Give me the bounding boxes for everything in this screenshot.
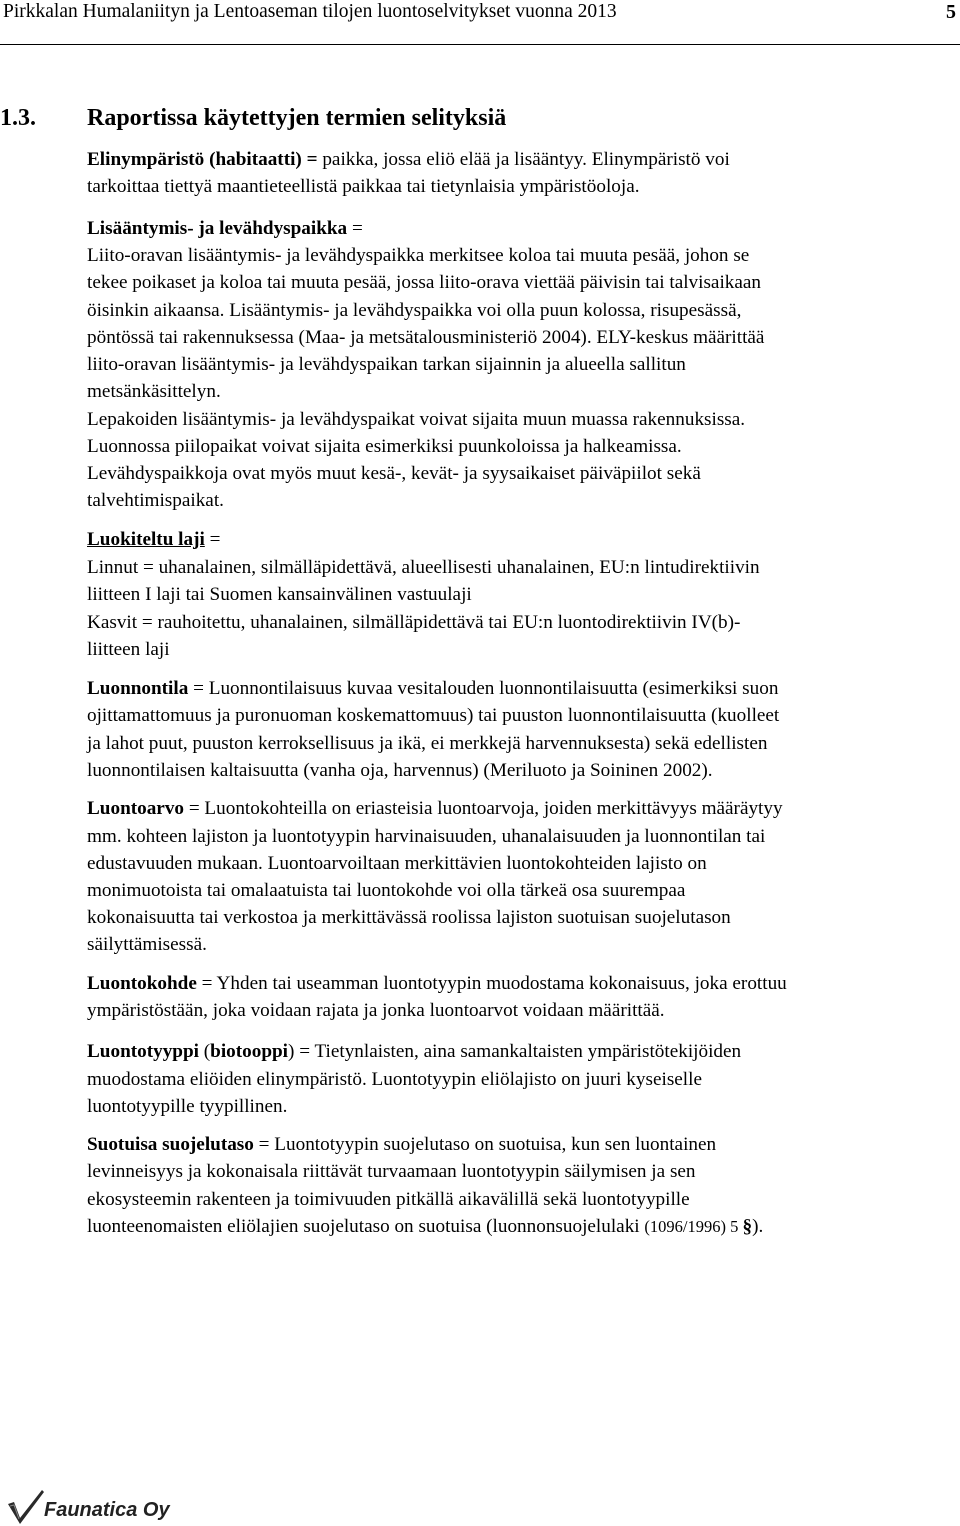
checkmark-swoosh-icon xyxy=(6,1488,46,1526)
term-luontotyyppi xyxy=(87,1040,741,1064)
definition-line: liito-oravan lisääntymis- ja levähdyspaikan tarkan sijainnin ja alueella sallitun xyxy=(87,354,686,375)
definition-line: liitteen I laji tai Suomen kansainvälinen vastuulaji xyxy=(87,584,472,605)
document-title: Pirkkalan Humalaniityn ja Lentoaseman tilojen luontoselvitykset vuonna 2013 xyxy=(3,1,617,22)
definition-line: pöntössä tai rakennuksessa (Maa- ja metsätalousministeriö 2004). ELY-keskus määrittää xyxy=(87,327,765,348)
term-luontoarvo xyxy=(87,797,783,821)
section-title: Raportissa käytettyjen termien selityksiä xyxy=(87,105,507,131)
term-suotuisa-suojelutaso xyxy=(87,1133,716,1157)
definition-text: paikka, jossa eliö elää ja lisääntyy. Elinympäristö voi xyxy=(317,149,730,170)
term-luonnontila xyxy=(87,677,778,701)
term-paren-open: ( xyxy=(198,1041,211,1062)
page-header xyxy=(0,0,960,45)
term-luontokohde xyxy=(87,972,787,996)
term-label: Suotuisa suojelutaso xyxy=(87,1134,254,1155)
definition-line: monimuotoista tai omalaatuista tai luontokohde voi olla tärkeä osa suurempaa xyxy=(87,880,686,901)
definition-line: tarkoittaa tiettyä maantieteellistä paikkaa tai tietynlaisia ympäristöoloja. xyxy=(87,176,640,197)
definition-text: = Luontotyypin suojelutaso on suotuisa, kun sen luontainen xyxy=(253,1134,717,1155)
definition-text: = Luontokohteilla on eriasteisia luontoarvoja, joiden merkittävyys määräytyy xyxy=(184,798,783,819)
equals-sign: = xyxy=(347,218,363,239)
definition-line: edustavuuden mukaan. Luontoarvoiltaan merkittävien luontokohteiden lajisto on xyxy=(87,853,707,874)
definition-line: luonnontilaisen kaltaisuutta (vanha oja, harvennus) (Meriluoto ja Soininen 2002). xyxy=(87,760,713,781)
definition-line: tekee poikaset ja koloa tai muuta pesää, jossa liito-orava viettää päivisin tai talvisaikaan xyxy=(87,272,761,293)
footer-logo xyxy=(6,1488,226,1526)
definition-line: ojittamattomuus ja puronuoman koskemattomuus) tai puuston luonnontilaisuutta (kuolleet xyxy=(87,705,780,726)
definition-line: Linnut = uhanalainen, silmälläpidettävä, alueellisesti uhanalainen, EU:n lintudirektiivin xyxy=(87,557,760,578)
section-sign: § xyxy=(742,1216,753,1237)
definition-line: levinneisyys ja kokonaisala riittävät turvaamaan luontotyypin säilymisen ja sen xyxy=(87,1161,696,1182)
section-heading xyxy=(0,103,506,133)
definition-line: Luonnossa piilopaikat voivat sijaita esimerkiksi puunkoloissa ja halkeamissa. xyxy=(87,436,682,457)
definition-line: Kasvit = rauhoitettu, uhanalainen, silmälläpidettävä tai EU:n luontodirektiivin IV(b)- xyxy=(87,612,741,633)
definition-line: kokonaisuutta tai verkostoa ja merkittävässä roolissa lajiston suotuisan suojelutason xyxy=(87,907,731,928)
law-reference: (1096/1996) 5 xyxy=(644,1217,743,1236)
term-label-alt: biotooppi xyxy=(210,1041,289,1062)
definition-text: = Tietynlaisten, aina samankaltaisten ympäristötekijöiden xyxy=(294,1041,742,1062)
page-number: 5 xyxy=(946,1,956,23)
definition-text: = Luonnontilaisuus kuvaa vesitalouden luonnontilaisuutta (esimerkiksi suon xyxy=(188,678,779,699)
definition-line: ekosysteemin rakenteen ja toimivuuden pitkällä aikavälillä sekä luontotyypille xyxy=(87,1189,690,1210)
equals-sign: = xyxy=(204,529,221,550)
definition-line: luontotyypille tyypillinen. xyxy=(87,1096,288,1117)
term-label: Luontotyyppi xyxy=(87,1041,199,1062)
definition-line: ja lahot puut, puuston kerroksellisuus ja ikä, ei merkkejä harvennuksesta) sekä edellisten xyxy=(87,733,768,754)
definition-line: Lepakoiden lisääntymis- ja levähdyspaikat voivat sijaita muun muassa rakennuksissa. xyxy=(87,409,746,430)
term-label: Lisääntymis- ja levähdyspaikka xyxy=(87,218,348,239)
term-label: Luontokohde xyxy=(87,973,197,994)
definition-line: Levähdyspaikkoja ovat myös muut kesä-, kevät- ja syysaikaiset päiväpiilot sekä xyxy=(87,463,701,484)
definition-line: metsänkäsittelyn. xyxy=(87,381,221,402)
definition-line-last xyxy=(87,1215,763,1239)
definition-line: säilyttämisessä. xyxy=(87,934,207,955)
definition-line: muodostama eliöiden elinympäristö. Luontotyypin eliölajisto on juuri kyseiselle xyxy=(87,1069,702,1090)
term-label: Luontoarvo xyxy=(87,798,185,819)
definition-line: öisinkin aikaansa. Lisääntymis- ja levähdyspaikka voi olla puun kolossa, risupesässä, xyxy=(87,300,742,321)
definition-line: talvehtimispaikat. xyxy=(87,490,224,511)
term-lisaantymis xyxy=(87,217,363,241)
definition-line: liitteen laji xyxy=(87,639,170,660)
definition-text: = Yhden tai useamman luontotyypin muodostama kokonaisuus, joka erottuu xyxy=(196,973,787,994)
term-label: Luonnontila xyxy=(87,678,189,699)
definition-text: luonteenomaisten eliölajien suojelutaso on suotuisa (luonnonsuojelulaki xyxy=(87,1216,645,1237)
term-luokiteltu-laji xyxy=(87,528,220,552)
term-paren-close: ) xyxy=(288,1041,295,1062)
term-label: Luokiteltu laji xyxy=(87,529,205,550)
section-number: 1.3. xyxy=(0,105,36,131)
term-elinymparisto xyxy=(87,148,730,172)
term-label: Elinympäristö (habitaatti) = xyxy=(87,149,318,170)
company-name: Faunatica Oy xyxy=(44,1499,170,1521)
closing-text: ). xyxy=(752,1216,764,1237)
definition-line: ympäristöstään, joka voidaan rajata ja jonka luontoarvot voidaan määrittää. xyxy=(87,1000,665,1021)
definition-line: mm. kohteen lajiston ja luontotyypin harvinaisuuden, uhanalaisuuden ja luonnontilan tai xyxy=(87,826,766,847)
definition-line: Liito-oravan lisääntymis- ja levähdyspaikka merkitsee koloa tai muuta pesää, johon se xyxy=(87,245,750,266)
